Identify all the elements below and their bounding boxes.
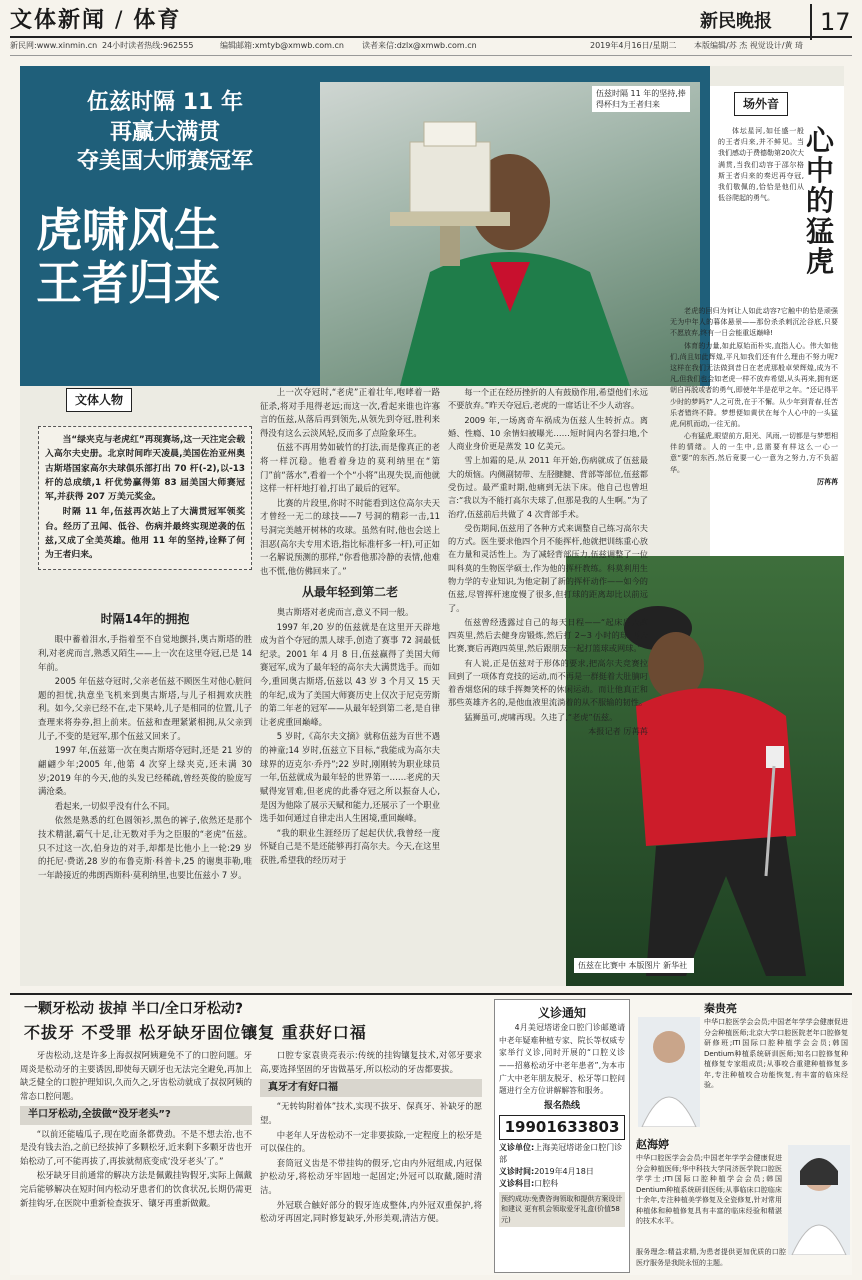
subheader	[10, 40, 852, 56]
hero-title	[40, 88, 290, 177]
article-para: 2005 年伍兹夺冠时,父亲老伍兹不顾医生对他心脏问题的担忧,执意坐飞机来到奥古斯塔,与儿子相拥欢庆胜利。如今,父亲已经不在,走下果岭,儿子是相同的位置,儿子查理来将券券,担上前来。伍兹和查理紧紧相拥,从父亲到儿子,不变的是冠军,那个伍兹又回来了。	[38, 676, 252, 741]
sidebar-para: 体育的力量,如此原始而朴实,直指人心。伟大如他们,尚且如此辉煌,平凡如我们还有什么理由不努力呢?这样在我们无法做到昔日在老虎那般卓荣辉煌,成为不凡,但我们也会如老虎一样不放弃希望,从头再来,拥有逐朝自再脱或者的勇气,即使年半是花甲之年。“还记得平少时的梦吗?”人之可贵,在于不懈。从少年到青春,任苦乐者错终不降。梦想便如黄伏在每个人心中的一头猛虎,伺机而动,一往无前。	[670, 341, 838, 428]
bonus-note: 预约成功:免费咨询领取和提供方案设计和建议 更有机会领取爱牙礼盒(价值58元)	[499, 1192, 625, 1228]
golfer-trophy-illustration	[320, 82, 700, 386]
hero-photo-caption: 伍兹时隔 11 年的坚持,捧得杯归为王者归来	[592, 86, 690, 112]
reader-email[interactable]: 读者来信:dzlx@xmwb.com.cn	[362, 41, 477, 50]
hero-photo	[320, 82, 700, 386]
hero-title-line1: 伍兹时隔 11 年	[87, 90, 243, 115]
article-para: 猛狮虽可,虎啸再现。久违了,“老虎”伍兹。	[464, 711, 618, 722]
sidebar-title: 心中的猛虎	[806, 124, 835, 278]
article-para: 依然是熟悉的红色圆领衫,黑色的裤子,依然还是那个技术精湛,霸气十足,让无数对手为之臣服的“老虎”伍兹。只不过这一次,伯身边的对手,却都是比他小上一轮:29 岁的托尼·费诺,28 岁的布鲁克斯·科普卡,25 的谢奥菲勒,唯一年龄接近的弗朗西斯科·莫利纳里,也要比伍兹小 7 岁。	[38, 815, 252, 880]
article-para: 奥古斯塔对老虎而言,意义不同一般。	[276, 606, 414, 617]
unit-row	[499, 1142, 625, 1166]
ad-subhead-2: 真牙才有好口福	[260, 1079, 482, 1097]
lead-para: 当“绿夹克与老虎红”再现赛场,这一天注定会载入高尔夫史册。北京时间昨天凌晨,美国佐治亚州奥古斯塔国家高尔夫球俱乐部打出 70 杆(-2),以-13 杆的总成绩,1 杆优势赢得第 83 届美国大师赛冠军,并获得 207 万美元奖金。	[45, 435, 245, 502]
sidebar-para: 体坛星河,如任盛一般的王者归来,并不鲜见。当我们感动于费德勒第20次大满贯,当我们动容于邵尔格斯王者归来的奏迟再夺冠,我们敬佩的,恰恰是他们从低谷爬起的勇气。	[718, 127, 804, 203]
article-para: 看起来,一切似乎没有什么不同。	[54, 800, 175, 811]
section-sub: 体育	[133, 8, 182, 33]
article-para: 受伤期间,伍兹用了各种方式来调整自己练习高尔夫的方式。医生要求他四个月不能挥杆,他就把训练重心放在力量和灵活性上。为了减轻背部压力,伍兹调整了一位叫科莫的生物医学硕士,作为他的挥杆教练。科莫利用生物力学的专业知识,为他定制了新的挥杆动作——如今的伍兹,尽管挥杆速度慢了很多,但打球的距离却比以前远了。	[448, 522, 648, 613]
ad-kicker: 一颗牙松动 拔掉 半口/全口牙松动?	[24, 1001, 243, 1017]
article-para: 1997 年,伍兹第一次在奥古斯塔夺冠时,还是 21 岁的翩翩少年;2005 年,他第 4 次穿上绿夹克,还未满 30 岁;2019 年的今天,他的头发已经稀疏,曾经英俊的脸庞写满沧桑。	[38, 745, 252, 797]
ad-para: “无转钩附着体”技术,实现不拔牙、保真牙、补缺牙的愿望。	[260, 1101, 482, 1126]
article-para: 上一次夺冠时,“老虎”正着壮年,咆哮着一路征杀,将对手甩得老远;而这一次,看起来谁也许寡言的伍兹,从落后再到领先,从领先到夺冠,胜利来得没有这么云淡风轻,反而多了点险象环生。	[260, 387, 440, 438]
doctor-2-desc: 中华口腔医学会会员;中国老年学学会健康促进分会种植医师;华中科技大学同济医学院口腔医学学士;ITI国际口腔种植学会会员;韩国Dentium种植系统研训医师;从事临床口腔临床十余年,专注种植美学修复及全瓷修复,针对常用种植体和种植修复具有丰富的临床经验和精湛的技术水平。	[636, 1154, 782, 1225]
ad-headline: 不拔牙 不受罪 松牙缺牙固位镶复 重获好口福	[24, 1023, 367, 1042]
notice-para: 4月美冠塔诺金口腔门诊邮邀请中老年疑难种植专家、院长等权威专家举行义诊,同时开展的“口腔义诊——招募松动牙中老年患者”,为本市广大中老年朋友脱牙、松牙等口腔问题进行全方位讲解解答和服务。	[499, 1023, 625, 1096]
ad-para: 口腔专家袁贵亮表示:传统的挂钩镶复技术,对邻牙要求高,要选择坚固的牙齿做基牙,所以松动的牙齿都要拔。	[260, 1050, 482, 1074]
doctor-1-avatar	[638, 1017, 700, 1127]
article-col-2	[260, 386, 440, 869]
doctor-2-name: 赵海婷	[636, 1138, 669, 1151]
unit-value: 上海美冠塔诺金口腔门诊部	[499, 1142, 623, 1164]
subhead-1: 时隔14年的拥抱	[100, 612, 190, 626]
sidebar-body-2	[670, 306, 838, 489]
time-label: 义诊时间:	[499, 1166, 535, 1176]
article-para: 1997 年,20 岁的伍兹就是在这里开天辟地成为首个夺冠的黑人球手,创造了赛事 72 洞最低纪录。2001 年 4 月 8 日,伍兹赢得了美国大师赛冠军,成为了最年轻的高尔夫大满贯选手。而如今,重回奥古斯塔,伍兹以 43 岁 3 个月又 15 天的年纪,成为了美国大师赛历史上仅次于尼克劳斯的第二年老的冠军——从最年轻到第二老,是自律让老虎重回巅峰。	[260, 621, 440, 727]
sidebar-tag: 场外音	[734, 92, 788, 116]
section-title: 文体新闻 / 体育	[10, 8, 182, 33]
ad-para: 松牙缺牙目前通常的解决方法是佩戴挂钩假牙,实际上佩戴完后能够解决在短时间内松动牙患者们的饮食状况,长期仍需更新挂钩牙,在医院中重新检查拔牙、镶牙再重新做戴。	[20, 1170, 252, 1208]
site-link[interactable]: 新民网:www.xinmin.cn	[10, 41, 98, 50]
article-para: 每一个正在经历挫折的人有鼓励作用,希望他们永远不要放弃。”昨天夺冠后,老虎的一席话让不少人动容。	[448, 387, 648, 411]
ad-para: 中老年人牙齿松动不一定非要拔除,一定程度上的松牙是可以保住的。	[260, 1129, 482, 1154]
sidebar-body-1	[718, 126, 804, 205]
subhead-2: 从最年轻到第二老	[301, 584, 398, 599]
hero-headline	[36, 204, 220, 310]
article-para: 眼中蓄着泪水,手指着至不自觉地颤抖,奥古斯塔的胜利,对老虎而言,熟悉又陌生——上一次在这里夺冠,已是 14 年前。	[38, 634, 252, 672]
ad-col-2	[260, 1049, 482, 1227]
paper-name: 新民晚报	[700, 11, 772, 32]
unit-label: 义诊单位:	[499, 1142, 535, 1152]
section-name: 文体新闻	[10, 8, 107, 33]
swing-photo-caption: 伍兹在比赛中 本版图片 新华社	[574, 958, 694, 973]
masthead	[10, 4, 852, 38]
article-lead	[38, 426, 252, 570]
article-para: “我的职业生涯经历了起起伏伏,我曾经一度怀疑自己是不是还能够再打高尔夫。今天,在这里获胜,希望我的经历对于	[260, 827, 440, 865]
doctor-1-name: 秦贵亮	[704, 1002, 737, 1015]
hero-title-line2: 再赢大满贯	[109, 119, 220, 145]
advertisement	[10, 993, 852, 1275]
ad-para: “以前还能嗑瓜子,现在吃面条都费劲。不是不想去治,也不是没有钱去治,之前已经拔掉了多颗松牙,近来剩下多颗牙齿也开始松动了,可不能再拔了,再拔就彻底变成‘没牙老头’了。”	[20, 1128, 252, 1166]
article-para: 有人说,正是伍兹对于形体的要求,把高尔夫竞赛拉回到了一项体育竞技的运动,而不再是一群挺着大肚腩叼着香烟悠闲的球手挥舞笑杯的休闲运动。而让他真正和那些英雄齐名的,是他血液里流淌着的从不服输的韧性。	[448, 657, 648, 708]
article-col-1	[38, 606, 252, 883]
article-para: 伍兹曾经透露过自己的每天日程——“起床后去跑四英里,然后去健身房锻炼,然后打 2~3 小时的球,再去比赛,赛后再跑四英里,然后跟朋友一起打篮球或网球。”	[448, 616, 648, 654]
page-number: 17	[810, 4, 851, 40]
article-para: 5 岁时,《高尔夫文摘》就称伍兹为百世不遇的神童;14 岁时,伍兹立下目标,“我能成为高尔夫球界的迈克尔·乔丹”;22 岁时,刚刚转为职业球员一年,伍兹就成为最年轻的世界第一……老虎的天赋得宠冒难,但老虎的此番夺冠之所以振奋人心,是因为他除了展示天赋和能力,还展示了一个职业选手如何通过自律走出人生困境,重回巅峰。	[260, 731, 440, 824]
time-value: 2019年4月18日	[534, 1166, 594, 1176]
dept-row	[499, 1178, 625, 1190]
edit-email[interactable]: 编辑邮箱:xmtyb@xmwb.com.cn	[220, 41, 344, 50]
notice-title: 义诊通知	[537, 1006, 586, 1020]
hotline-number[interactable]: 19901633803	[499, 1115, 625, 1140]
service-statement: 服务理念:精益求精,为患者提供更加优质的口腔医疗服务是我院永恒的主题。	[636, 1248, 786, 1268]
dept-label: 义诊科目:	[499, 1178, 535, 1188]
ad-para: 牙齿松动,这是许多上海叔叔阿姨避免不了的口腔问题。牙周炎是松动牙的主要诱因,即使每天刷牙也无法完全避免,再加上缺乏健全的口腔护理知识,久而久之,牙齿松动就成了叔叔阿姨的常态口腔问题。	[20, 1050, 252, 1101]
editors: 本版编辑/苏 杰 视觉设计/黄 琦	[694, 41, 804, 50]
sidebar-para: 老虎的回归为何让人如此动容?它触中的恰是顽强无为中年人的暮体悬景——那份杀杀刺沉沦谷底,只要不愿放弃,终有一日会能重返巅峰!	[670, 307, 838, 338]
article-para: 雪上加霜的是,从 2011 年开始,伤病就成了伍兹最大的烦恼。内侧副韧带、左胫腱腱、背部等部位,伍兹都受伤过。最严重时期,他痛到无法下床。他自己也曾坦言:“我以为不能打高尔夫球了,但那是我的人生啊。”为了治疗,伍兹前后共做了 4 次背部手术。	[448, 455, 648, 519]
article-para: 比赛的片段里,你时不时能看到这位高尔夫天才曾经一无二的球技——7 号洞的精彩一击,11 号洞完美越开树林的攻球。虽然有时,他也会送上泪恶(高尔夫专用术语,指比标准杆多一杆),可正如一名解说预测的那样,“你看他那冷静的表情,他难也不慌,他仿佛回来了。”	[260, 497, 440, 576]
ad-para: 套筒冠义齿是不带挂钩的假牙,它由内外冠组成,内冠保护松动牙,将松动牙牢固地一起固定;外冠可以取戴,随时清洁。	[260, 1157, 482, 1196]
feature-section	[20, 66, 844, 986]
article-para: 2009 年,一场离奇车祸成为伍兹人生转折点。离婚、性瘾、10 余情妇被曝光……短时间内名誉扫地,个人商业身价更是蒸发 10 亿美元。	[448, 414, 648, 452]
hotline: 24小时读者热线:962555	[102, 41, 194, 50]
dept-value: 口腔科	[534, 1178, 559, 1188]
article-tag: 文体人物	[66, 388, 132, 412]
hotline-label: 报名热线	[543, 1100, 580, 1111]
ad-para: 外冠联合触好部分的假牙连成整体,内外冠双重保护,将松动牙再固定,同时修复缺牙,外形美观,清洁方便。	[260, 1199, 482, 1224]
article-para: 伍兹不再用势如破竹的打法,而是像真正的老将一样沉稳。他看着身边的莫利纳里在“第门”前“落水”,看着一个个“小将”出现失误,而他就这样一杆杆地打着,打出了最后的冠军。	[260, 442, 440, 494]
doctor-1-desc: 中华口腔医学会会员;中国老年学学会健康促进分会种植医师;北京大学口腔医院老年口腔修复研修班;ITI国际口腔种植学会会员;韩国Dentium种植系统研训医师;知名口腔修复种植修复专家组成员;从事咬合重建种植修复多年,专注种植咬合功能恢复,有丰富的临床经验。	[704, 1018, 848, 1089]
doctor-1-photo	[638, 1017, 700, 1127]
hero-title-line3: 夺美国大师赛冠军	[76, 149, 253, 175]
ad-subhead-1: 半口牙松动,全拔做“没牙老头”?	[20, 1106, 252, 1124]
hero-banner	[20, 66, 710, 386]
article-col-3	[448, 386, 648, 739]
ad-notice-box	[494, 999, 630, 1273]
hero-headline-line1: 虎啸风生	[36, 203, 220, 257]
doctor-2-photo	[788, 1145, 850, 1255]
article-author: 本报记者 厉苒苒	[588, 726, 648, 737]
doctor-2-avatar	[788, 1145, 850, 1255]
sidebar-author: 厉苒苒	[817, 477, 838, 486]
notice-body	[499, 1022, 625, 1098]
hero-headline-line2: 王者归来	[36, 255, 220, 310]
ad-col-1	[20, 1049, 252, 1211]
time-row	[499, 1166, 625, 1178]
lead-para: 时隔 11 年,伍兹再次站上了大满贯冠军领奖台。经历了丑闻、低谷、伤病并最终实现逆袭的伍兹,又成了全美英雄。他用 11 年的坚持,诠释了何为王者归来。	[45, 507, 245, 560]
date: 2019年4月16日/星期二	[590, 41, 677, 50]
sidebar-para: 心有猛虎,眼望前方,阳光、风雨,一切都是与梦想相伴的情绪。人的一生中,总需要有样这么一心一意“要”的东西,然后竟要一心一意为之努力,方不负韶华。	[670, 432, 838, 474]
